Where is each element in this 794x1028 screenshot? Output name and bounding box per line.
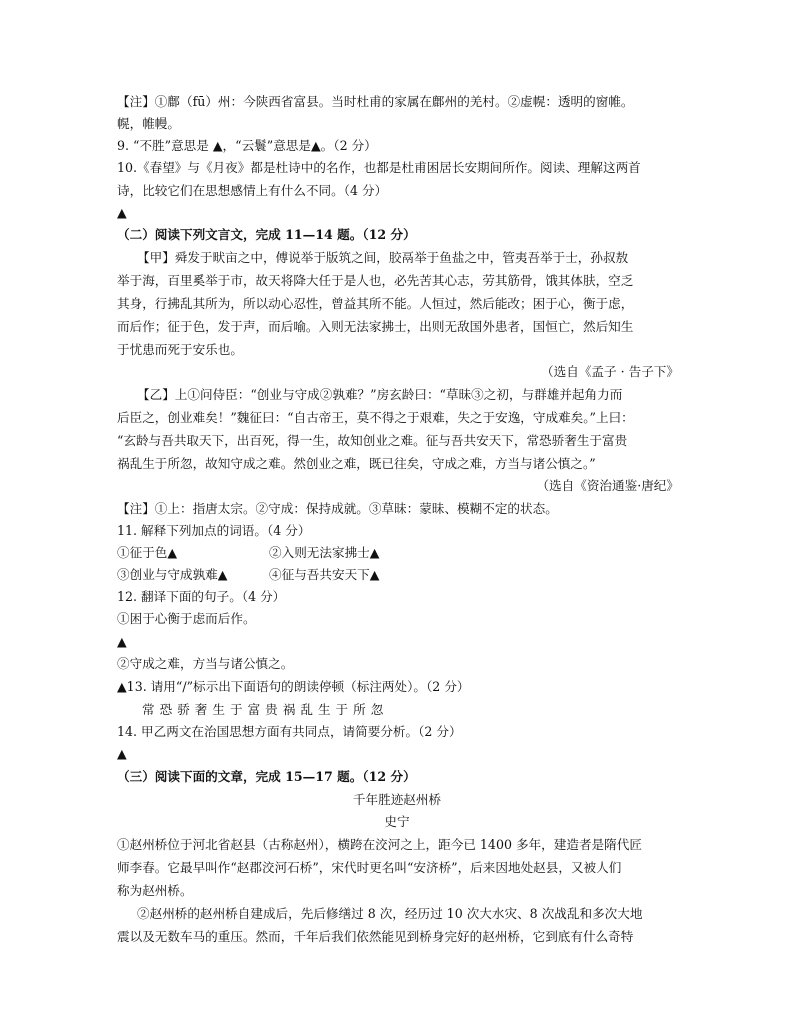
passage-jia-line: 其身，行拂乱其所为，所以动心忍性，曾益其所不能。人恒过，然后能改；困于心，衡于虑， (117, 296, 634, 311)
article-author: 史宁 (384, 814, 410, 829)
q11-item: ③创业与守成孰难▲ (117, 567, 228, 582)
answer-marker: ▲ (117, 746, 127, 761)
question-9: 9. “不胜”意思是 ▲，“云鬟”意思是▲。（2 分） (117, 138, 377, 153)
answer-marker: ▲ (117, 634, 127, 649)
answer-marker: ▲ (117, 205, 127, 220)
article-line: 震以及无数车马的重压。然而，千年后我们依然能见到桥身完好的赵州桥，它到底有什么奇特 (117, 929, 634, 944)
q13-sentence: 常恐骄奢生于富贵祸乱生于所忽 (142, 702, 389, 717)
note-line: 【注】①上：指唐太宗。②守成：保持成就。③草昧：蒙昧、模糊不定的状态。 (117, 501, 558, 516)
q12-sentence: ②守成之难，方当与诸公慎之。 (117, 656, 294, 671)
passage-jia-line: 举于海，百里奚举于市，故天将降大任于是人也，必先苦其心志，劳其筋骨，饿其体肤，空乏 (117, 273, 634, 288)
question-10-line: 诗，比较它们在思想感情上有什么不同。（4 分） (117, 183, 388, 198)
question-14: 14. 甲乙两文在治国思想方面有共同点，请简要分析。（2 分） (117, 724, 462, 739)
q11-item: ①征于色▲ (117, 545, 178, 560)
note-line: 幌，帷幔。 (117, 116, 180, 131)
passage-yi-line: 【乙】上①问侍臣：“创业与守成②孰难？”房玄龄曰：“草昧③之初，与群雄并起角力而 (137, 387, 623, 402)
source-citation: （选自《资治通鉴·唐纪》 (536, 478, 679, 493)
source-citation: （选自《孟子 · 告子下》 (541, 364, 679, 379)
question-13: ▲13. 请用“/”标示出下面语句的朗读停顿（标注两处）。（2 分） (117, 679, 470, 694)
article-line: ②赵州桥的赵州桥自建成后，先后修缮过 8 次，经历过 10 次大水灾、8 次战乱和多次大地 (137, 906, 643, 921)
passage-jia-line: 于忧患而死于安乐也。 (117, 342, 243, 357)
article-line: 师李春。它最早叫作“赵郡洨河石桥”，宋代时更名叫“安济桥”，后来因地处赵县，又被人们 (117, 860, 622, 875)
section-heading: （三）阅读下面的文章，完成 15—17 题。（12 分） (117, 769, 416, 784)
question-12: 12. 翻译下面的句子。（4 分） (117, 589, 286, 604)
q11-item: ④征与吾共安天下▲ (269, 567, 380, 582)
article-line: 称为赵州桥。 (117, 883, 193, 898)
passage-jia-line: 而后作；征于色，发于声，而后喻。入则无法家拂士，出则无敌国外患者，国恒亡，然后知生 (117, 319, 634, 334)
question-11: 11. 解释下列加点的词语。（4 分） (117, 523, 311, 538)
passage-jia-line: 【甲】舜发于畎亩之中，傅说举于版筑之间，胶鬲举于鱼盐之中，管夷吾举于士，孙叔敖 (137, 250, 629, 265)
article-line: ①赵州桥位于河北省赵县（古称赵州），横跨在洨河之上，距今已 1400 多年，建造者是隋代匠 (117, 837, 642, 852)
q11-item: ②入则无法家拂士▲ (269, 545, 380, 560)
note-line: 【注】①鄜（fū）州：今陕西省富县。当时杜甫的家属在鄜州的羌村。②虚幌：透明的窗帷。 (117, 94, 634, 109)
q12-sentence: ①困于心衡于虑而后作。 (117, 611, 256, 626)
passage-yi-line: 祸乱生于所忽，故知守成之难。然创业之难，既已往矣，守成之难，方当与诸公慎之。” (117, 456, 596, 471)
passage-yi-line: “玄龄与吾共取天下，出百死，得一生，故知创业之难。征与吾共安天下，常恐骄奢生于富贵 (117, 433, 628, 448)
question-10-line: 10.《春望》与《月夜》都是杜诗中的名作，也都是杜甫困居长安期间所作。阅读、理解这两首 (117, 160, 641, 175)
passage-yi-line: 后臣之，创业难矣！”魏征曰：“自古帝王，莫不得之于艰难，失之于安逸，守成难矣。”上曰： (117, 410, 634, 425)
section-heading: （二）阅读下列文言文，完成 11—14 题。（12 分） (117, 227, 416, 242)
article-title: 千年胜迹赵州桥 (352, 792, 442, 807)
